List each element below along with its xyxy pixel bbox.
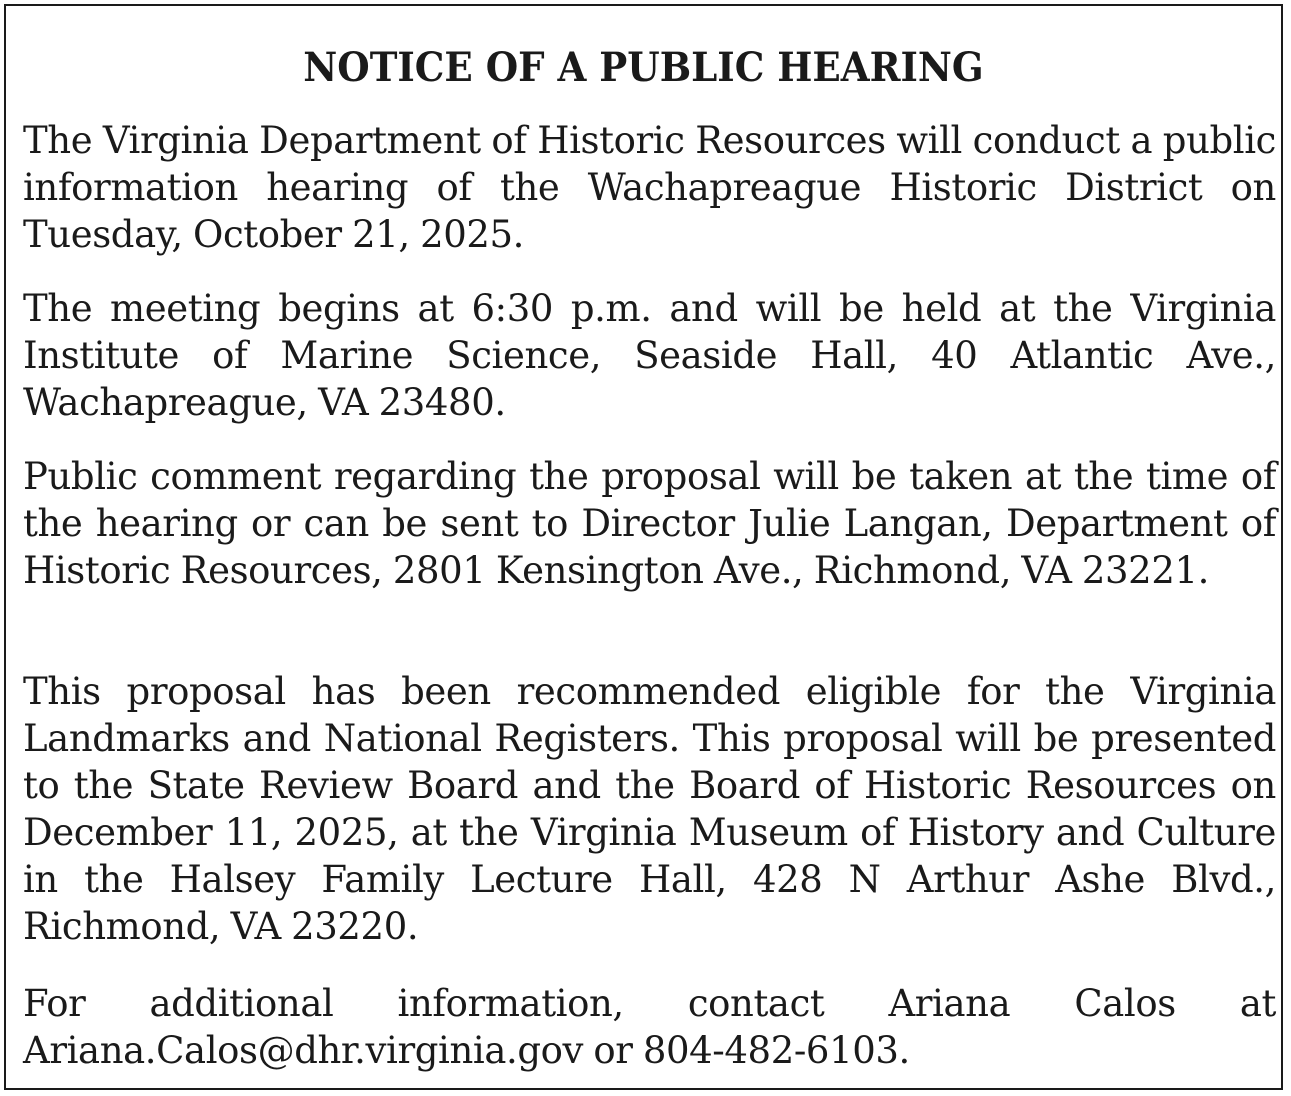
- paragraph-contact-info: For additional information, contact Ariana Calos at Ariana.Calos@dhr.virginia.gov or 804-482-6103.: [23, 982, 1276, 1072]
- paragraph-public-comment: Public comment regarding the proposal will be taken at the time of the hearing or can be sent to Director Julie Langan, Department of Historic Resources, 2801 Kensington Ave., Richmond, VA 23221.: [23, 455, 1276, 592]
- paragraph-hearing-announcement: The Virginia Department of Historic Resources will conduct a public information hearing of the Wachapreague Historic District on Tuesday, October 21, 2025.: [23, 119, 1276, 256]
- notice-title: NOTICE OF A PUBLIC HEARING: [303, 44, 984, 91]
- paragraph-proposal-review: This proposal has been recommended eligible for the Virginia Landmarks and National Registers. This proposal will be presented to the State Review Board and the Board of Historic Resources on December 11, 2025, at the Virginia Museum of History and Culture in the Halsey Family Lecture Hall, 428 N Arthur Ashe Blvd., Richmond, VA 23220.: [23, 670, 1276, 948]
- notice-box: [4, 4, 1283, 1090]
- paragraph-meeting-location: The meeting begins at 6:30 p.m. and will be held at the Virginia Institute of Marine Science, Seaside Hall, 40 Atlantic Ave., Wachapreague, VA 23480.: [23, 287, 1276, 424]
